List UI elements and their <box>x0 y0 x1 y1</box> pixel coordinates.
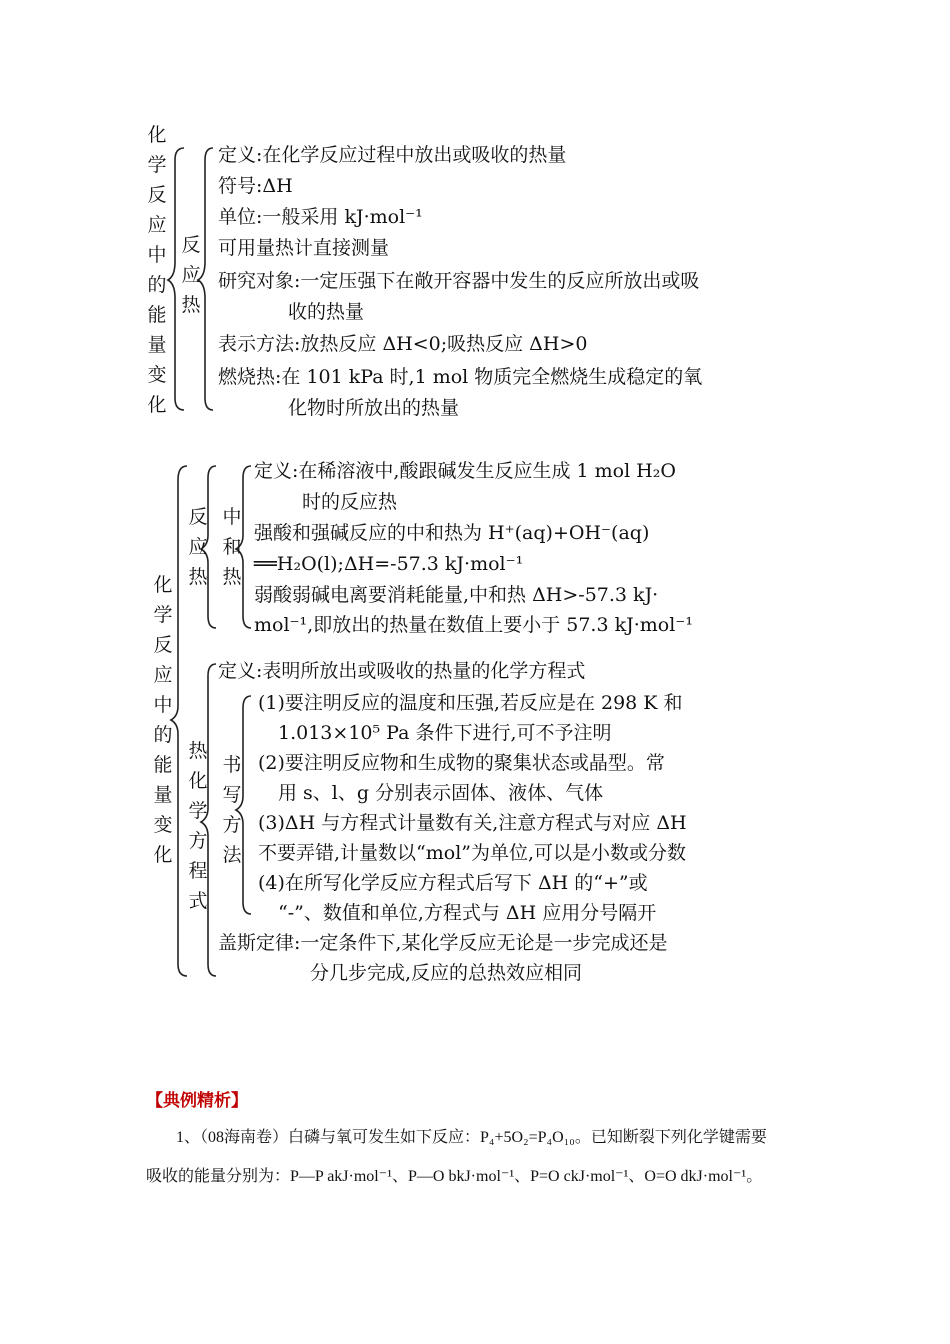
m-line-3-cont: 不要弄错,计量数以“mol”为单位,可以是小数或分数 <box>258 842 687 864</box>
example-heading: 【典例精析】 <box>146 1091 248 1111</box>
m-line-4-cont: “-”、数值和单位,方程式与 ΔH 应用分号隔开 <box>278 902 657 924</box>
n-line-weak-cont: mol⁻¹,即放出的热量在数值上要小于 57.3 kJ·mol⁻¹ <box>254 614 693 636</box>
t-line-definition: 定义:表明所放出或吸收的热量的化学方程式 <box>218 660 586 682</box>
m-line-1: (1)要注明反应的温度和压强,若反应是在 298 K 和 <box>258 692 683 714</box>
sub-label-neutralization-heat: 中和热 <box>222 506 242 588</box>
s1-line-combustion-cont: 化物时所放出的热量 <box>288 397 460 419</box>
sub-label-reaction-heat-2: 反应热 <box>188 506 208 588</box>
s1-line-combustion: 燃烧热:在 101 kPa 时,1 mol 物质完全燃烧生成稳定的氧 <box>218 366 703 388</box>
m-line-2: (2)要注明反应物和生成物的聚集状态或晶型。常 <box>258 752 665 774</box>
sub-label-writing-method: 书写方法 <box>222 754 242 866</box>
n-line-strong-eq: ══H₂O(l);ΔH=-57.3 kJ·mol⁻¹ <box>254 553 524 575</box>
hess-line-cont: 分几步完成,反应的总热效应相同 <box>310 962 583 984</box>
sub-label-thermo-eq: 热化学方程式 <box>188 740 208 912</box>
n-line-strong: 强酸和强碱反应的中和热为 H⁺(aq)+OH⁻(aq) <box>254 522 650 544</box>
example-paragraph-2: 吸收的能量分别为：P—P akJ·mol⁻¹、P—O bkJ·mol⁻¹、P=O ckJ·mol⁻¹、O=O dkJ·mol⁻¹。 <box>146 1168 763 1185</box>
m-line-3: (3)ΔH 与方程式计量数有关,注意方程式与对应 ΔH <box>258 812 687 834</box>
s1-line-object: 研究对象:一定压强下在敞开容器中发生的反应所放出或吸 <box>218 270 700 292</box>
example-paragraph-1: 1、（08海南卷）白磷与氧可发生如下反应：P₄+5O₂=P₄O₁₀。已知断裂下列化学键需要 <box>176 1129 767 1146</box>
m-line-4: (4)在所写化学反应方程式后写下 ΔH 的“+”或 <box>258 872 648 894</box>
n-line-weak: 弱酸弱碱电离要消耗能量,中和热 ΔH>-57.3 kJ· <box>254 584 659 606</box>
n-line-definition-cont: 时的反应热 <box>302 491 398 513</box>
m-line-2-cont: 用 s、l、g 分别表示固体、液体、气体 <box>278 782 604 804</box>
sub-label-reaction-heat: 反应热 <box>181 234 201 316</box>
m-line-1-cont: 1.013×10⁵ Pa 条件下进行,可不予注明 <box>278 722 612 744</box>
s1-line-object-cont: 收的热量 <box>288 301 365 323</box>
s1-line-measure: 可用量热计直接测量 <box>218 237 390 259</box>
root-label-1: 化学反应中的能量变化 <box>147 124 167 416</box>
s1-line-symbol: 符号:ΔH <box>218 175 293 197</box>
root-label-2: 化学反应中的能量变化 <box>153 574 173 866</box>
s1-line-definition: 定义:在化学反应过程中放出或吸收的热量 <box>218 144 567 166</box>
s1-line-expression: 表示方法:放热反应 ΔH<0;吸热反应 ΔH>0 <box>218 333 588 355</box>
hess-line: 盖斯定律:一定条件下,某化学反应无论是一步完成还是 <box>218 932 668 954</box>
n-line-definition: 定义:在稀溶液中,酸跟碱发生反应生成 1 mol H₂O <box>254 460 676 482</box>
s1-line-unit: 单位:一般采用 kJ·mol⁻¹ <box>218 206 423 228</box>
